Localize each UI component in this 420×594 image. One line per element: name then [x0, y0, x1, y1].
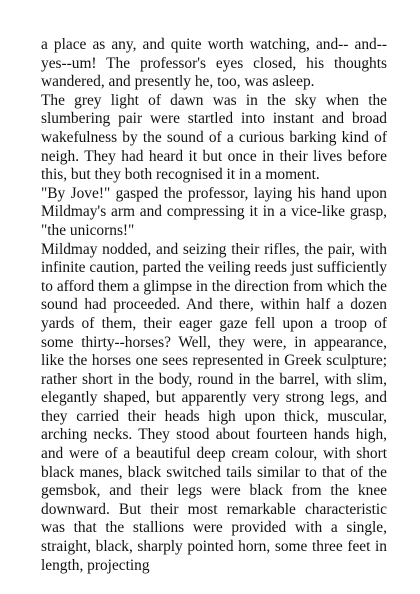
paragraph: Mildmay nodded, and seizing their rifles, the pair, with infinite caution, parted the veiling reeds just sufficiently to afford them a glimpse in the direction from which the sound had proceeded. And there, within half a dozen yards of them, their eager gaze fell upon a troop of some thirty--horses? Well, they were, in appearance, like the horses one sees represented in Greek sculpture; rather short in the body, round in the barrel, with slim, elegantly shaped, but apparently very strong legs, and they carried their heads high upon thick, muscular, arching necks. They stood about fourteen hands high, and were of a beautiful deep cream colour, with short black manes, black switched tails similar to that of the gemsbok, and their legs were black from the knee downward. But their most remarkable characteristic was that the stallions were provided with a single, straight, black, sharply pointed horn, some three feet in length, projecting	[41, 240, 387, 574]
paragraph: a place as any, and quite worth watching, and-- and--yes--um! The professor's eyes closed, his thoughts wandered, and presently he, too, was asleep.	[41, 36, 387, 91]
paragraph: "By Jove!" gasped the professor, laying his hand upon Mildmay's arm and compressing it in a vice-like grasp, "the unicorns!"	[41, 184, 387, 239]
page-body	[41, 36, 387, 575]
paragraph: The grey light of dawn was in the sky when the slumbering pair were startled into instant and broad wakefulness by the sound of a curious barking kind of neigh. They had heard it but once in their lives before this, but they both recognised it in a moment.	[41, 91, 387, 184]
